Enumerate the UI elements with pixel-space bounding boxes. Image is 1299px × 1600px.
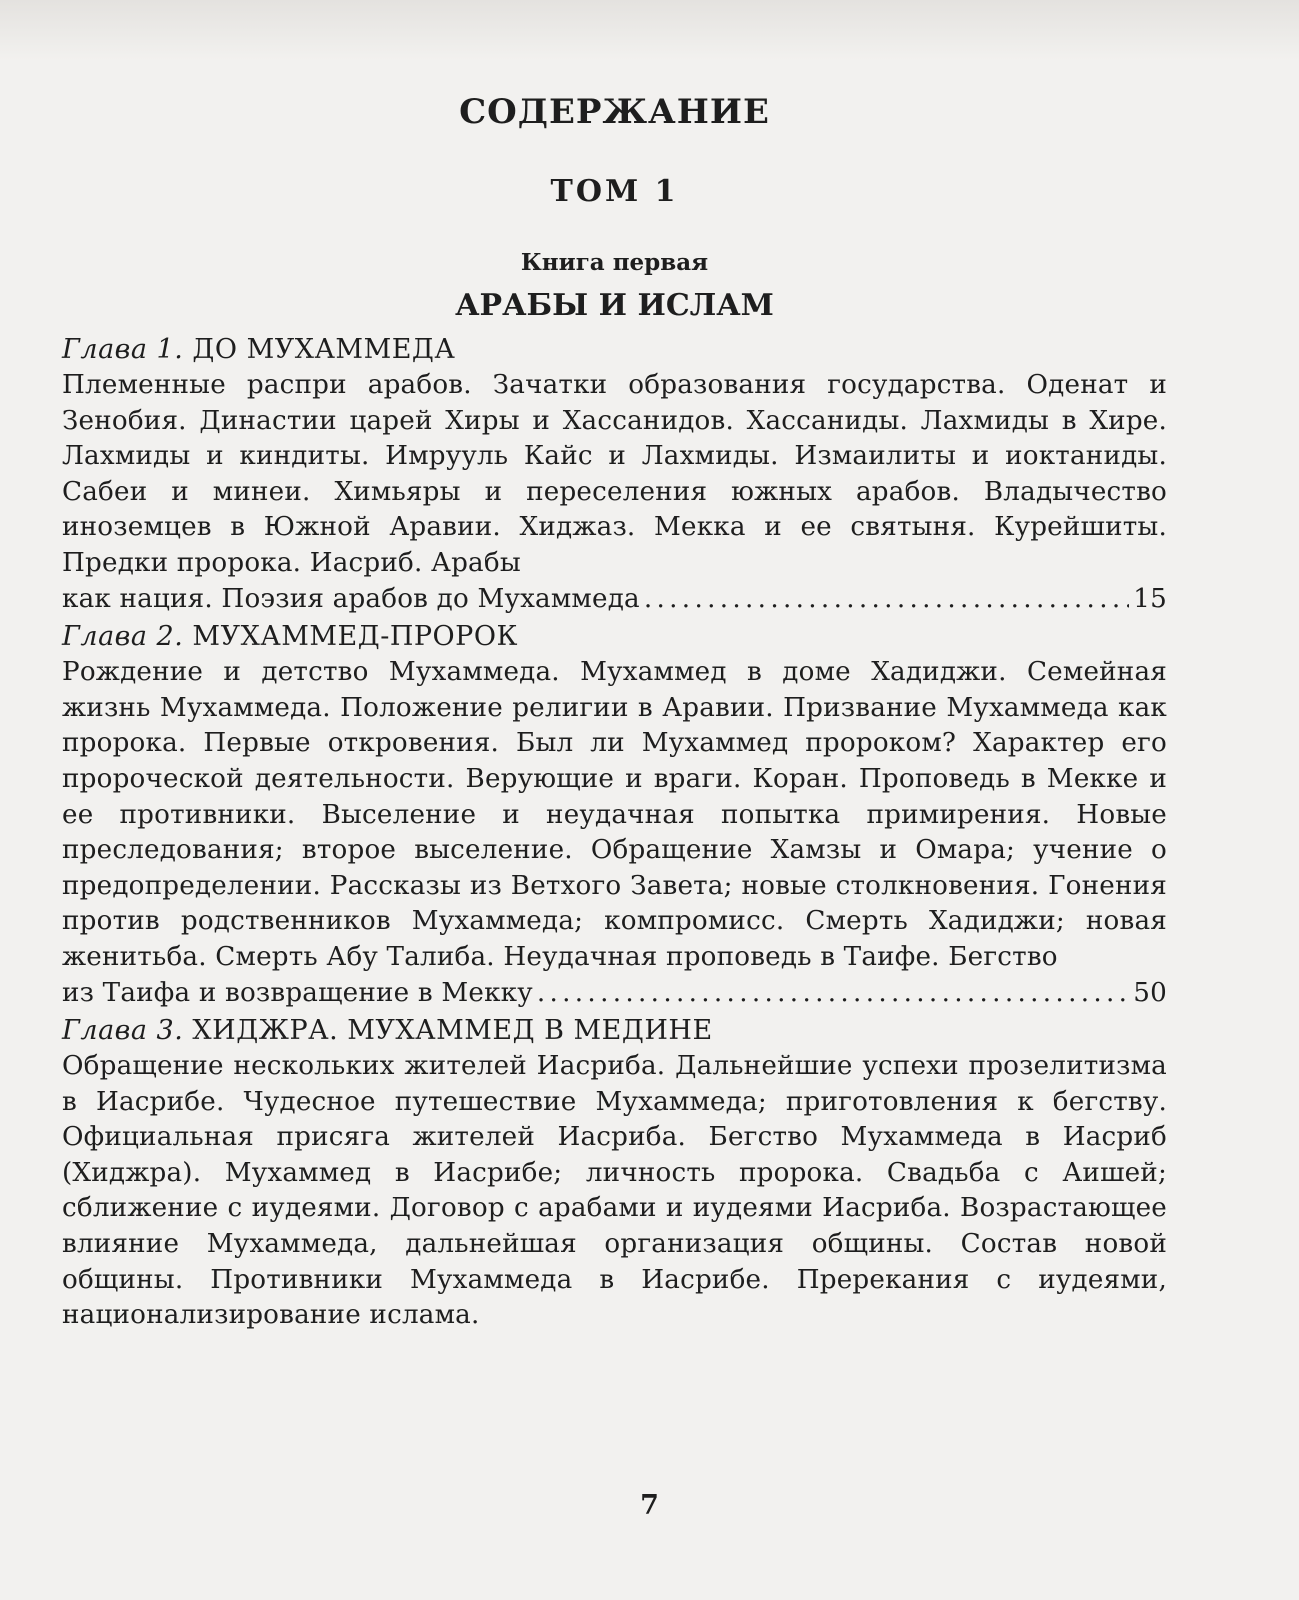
book-label: Книга первая	[520, 249, 709, 276]
chapter-heading	[62, 619, 1167, 655]
chapter-number: Глава 1.	[62, 334, 184, 365]
chapter-summary-last-line: из Таифа и возвращение в Мекку	[62, 977, 533, 1008]
dot-leader	[537, 976, 1129, 1012]
chapter-title: ХИДЖРА. МУХАММЕД В МЕДИНЕ	[192, 1015, 713, 1047]
page-number: 7	[640, 1490, 659, 1521]
toc-entry-line	[62, 976, 1167, 1012]
toc-entry-line	[62, 582, 1167, 618]
chapter-heading	[62, 332, 1167, 368]
chapter-title: ДО МУХАММЕДА	[192, 334, 456, 365]
chapter-summary: Рождение и детство Мухаммеда. Мухаммед в доме Хадиджи. Семейная жизнь Мухаммеда. Положение религии в Аравии. Призвание Мухаммеда как пророка. Первые откровения. Был ли Мухаммед пророком? Характер его пророческой деятельности. Верующие и враги. Коран. Проповедь в Мекке и ее противники. Выселение и неудачная попытка примирения. Новые преследования; второе выселение. Обращение Хамзы и Омара; учение о предопределении. Рассказы из Ветхого Завета; новые столкновения. Гонения против родственников Мухаммеда; компромисс. Смерть Хадиджи; новая женитьба. Смерть Абу Талиба. Неудачная проповедь в Таифе. Бегство	[62, 657, 1167, 972]
toc-chapter-1	[62, 332, 1167, 617]
toc-chapter-2	[62, 619, 1167, 1011]
chapter-title: МУХАММЕД-ПРОРОК	[192, 621, 518, 653]
chapter-page-number: 50	[1133, 977, 1167, 1008]
chapter-summary-last-line: как нация. Поэзия арабов до Мухаммеда	[62, 583, 640, 614]
chapter-heading	[62, 1013, 1167, 1049]
volume-heading: ТОМ 1	[550, 174, 679, 209]
chapter-number: Глава 3.	[62, 1015, 184, 1047]
page-title: СОДЕРЖАНИЕ	[459, 92, 770, 132]
chapter-page-number: 15	[1133, 583, 1167, 614]
book-title: АРАБЫ И ИСЛАМ	[455, 288, 774, 323]
chapter-summary: Обращение нескольких жителей Иасриба. Дальнейшие успехи прозелитизма в Иасрибе. Чудесное путешествие Мухаммеда; приготовления к бегству. Официальная присяга жителей Иасриба. Бегство Мухаммеда в Иасриб (Хиджра). Мухаммед в Иасрибе; личность пророка. Свадьба с Аишей; сближение с иудеями. Договор с арабами и иудеями Иасриба. Возрастающее влияние Мухаммеда, дальнейшая организация общины. Состав новой общины. Противники Мухаммеда в Иасрибе. Пререкания с иудеями, национализирование ислама.	[62, 1051, 1167, 1331]
chapter-summary: Племенные распри арабов. Зачатки образования государства. Оденат и Зенобия. Династии царей Хиры и Хассанидов. Хассаниды. Лахмиды в Хире. Лахмиды и киндиты. Имрууль Кайс и Лахмиды. Измаилиты и иоктаниды. Сабеи и минеи. Химьяры и переселения южных арабов. Владычество иноземцев в Южной Аравии. Хиджаз. Мекка и ее святыня. Курейшиты. Предки пророка. Иасриб. Арабы	[62, 370, 1167, 578]
dot-leader	[644, 582, 1129, 618]
previous-page-bleed	[0, 0, 1299, 60]
toc-chapter-3	[62, 1013, 1167, 1334]
chapter-number: Глава 2.	[62, 621, 184, 653]
